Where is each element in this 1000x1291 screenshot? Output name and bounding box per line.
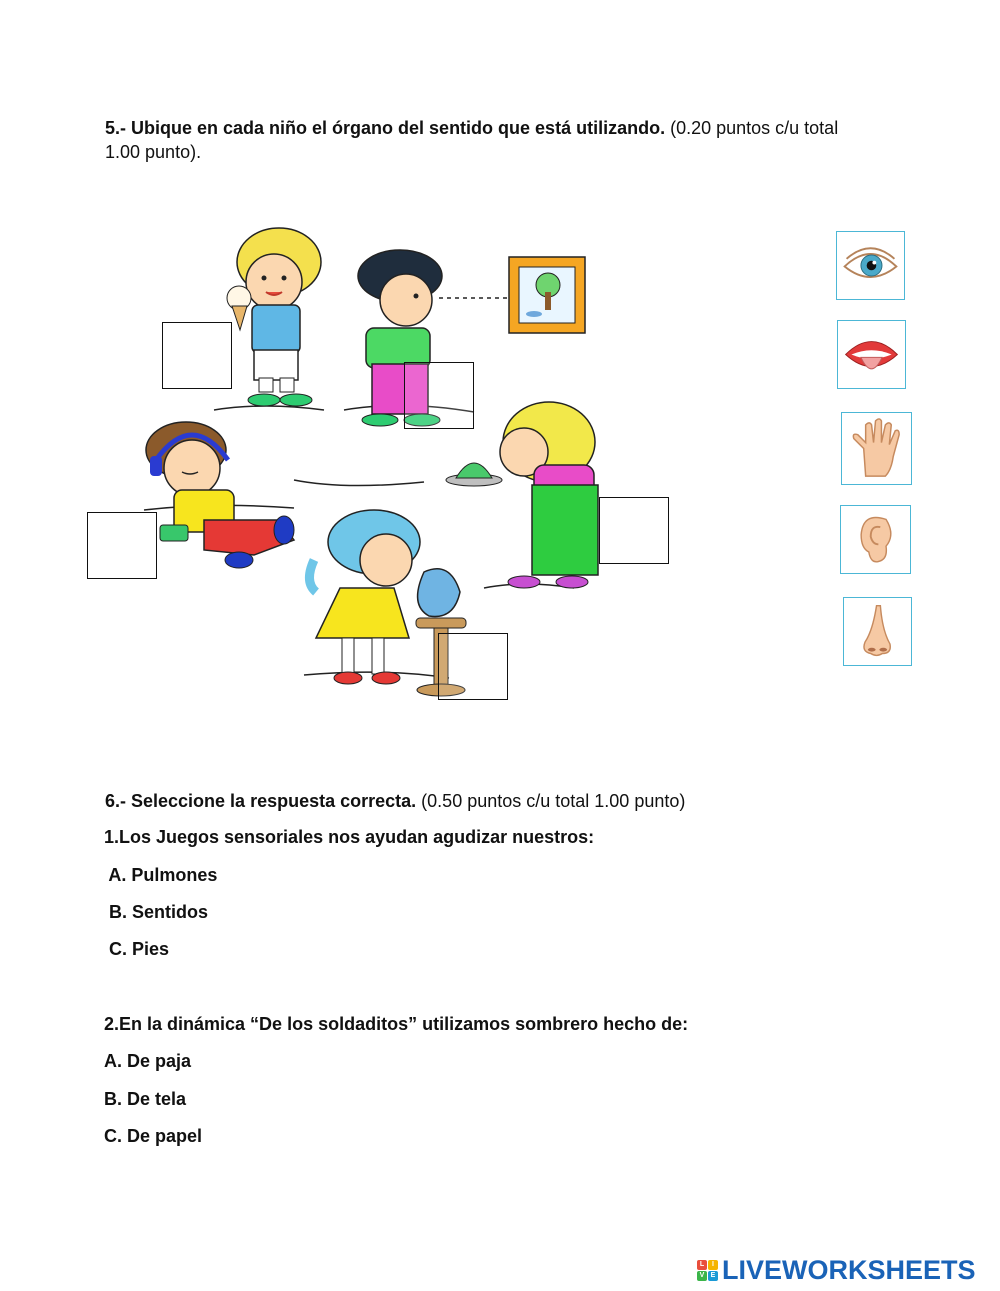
q6-2-option-a[interactable]: A. De paja (104, 1051, 192, 1071)
question-5-points-line2: 1.00 punto). (105, 142, 202, 162)
kid-smelling (446, 402, 598, 588)
q6-2-option-b[interactable]: B. De tela (104, 1089, 187, 1109)
drop-box-kid-listening[interactable] (87, 512, 157, 579)
q6-2-option-c[interactable]: C. De papel (104, 1126, 203, 1146)
question-5-bold: 5.- Ubique en cada niño el órgano del sentido que está utilizando. (105, 118, 666, 138)
children-illustration (104, 220, 634, 705)
question-6-bold: 6.- Seleccione la respuesta correcta. (105, 791, 417, 811)
eye-icon (837, 232, 904, 299)
q6-1-option-a[interactable]: A. Pulmones (104, 865, 218, 885)
kid-ice-cream (227, 228, 321, 406)
question-6-title (105, 789, 925, 813)
hand-card[interactable] (841, 412, 912, 485)
q6-1-option-b[interactable]: B. Sentidos (104, 902, 209, 922)
ear-icon (841, 506, 910, 573)
q6-2-prompt: 2.En la dinámica “De los soldaditos” utilizamos sombrero hecho de: (104, 1014, 689, 1034)
drop-box-kid-ice-cream[interactable] (162, 322, 232, 389)
ear-card[interactable] (840, 505, 911, 574)
nose-icon (844, 598, 911, 665)
brand-text: LIVEWORKSHEETS (722, 1254, 976, 1285)
kid-listening (146, 422, 294, 568)
q6-1-prompt: 1.Los Juegos sensoriales nos ayudan agudizar nuestros: (104, 827, 595, 847)
eye-card[interactable] (836, 231, 905, 300)
mouth-icon (838, 321, 905, 388)
drop-box-kid-smelling[interactable] (599, 497, 669, 564)
liveworksheets-brand (697, 1253, 976, 1287)
question-5-points: (0.20 puntos c/u total (665, 118, 839, 138)
picture-frame (439, 257, 585, 333)
question-5-title (105, 116, 925, 164)
drop-box-kid-touching[interactable] (438, 633, 508, 700)
mouth-card[interactable] (837, 320, 906, 389)
question-6-points: (0.50 puntos c/u total 1.00 punto) (416, 791, 686, 811)
nose-card[interactable] (843, 597, 912, 666)
q6-1-option-c[interactable]: C. Pies (104, 939, 170, 959)
hand-icon (842, 413, 911, 484)
drop-box-kid-looking[interactable] (404, 362, 474, 429)
liveworksheets-logo-icon: L I V E (697, 1260, 718, 1281)
